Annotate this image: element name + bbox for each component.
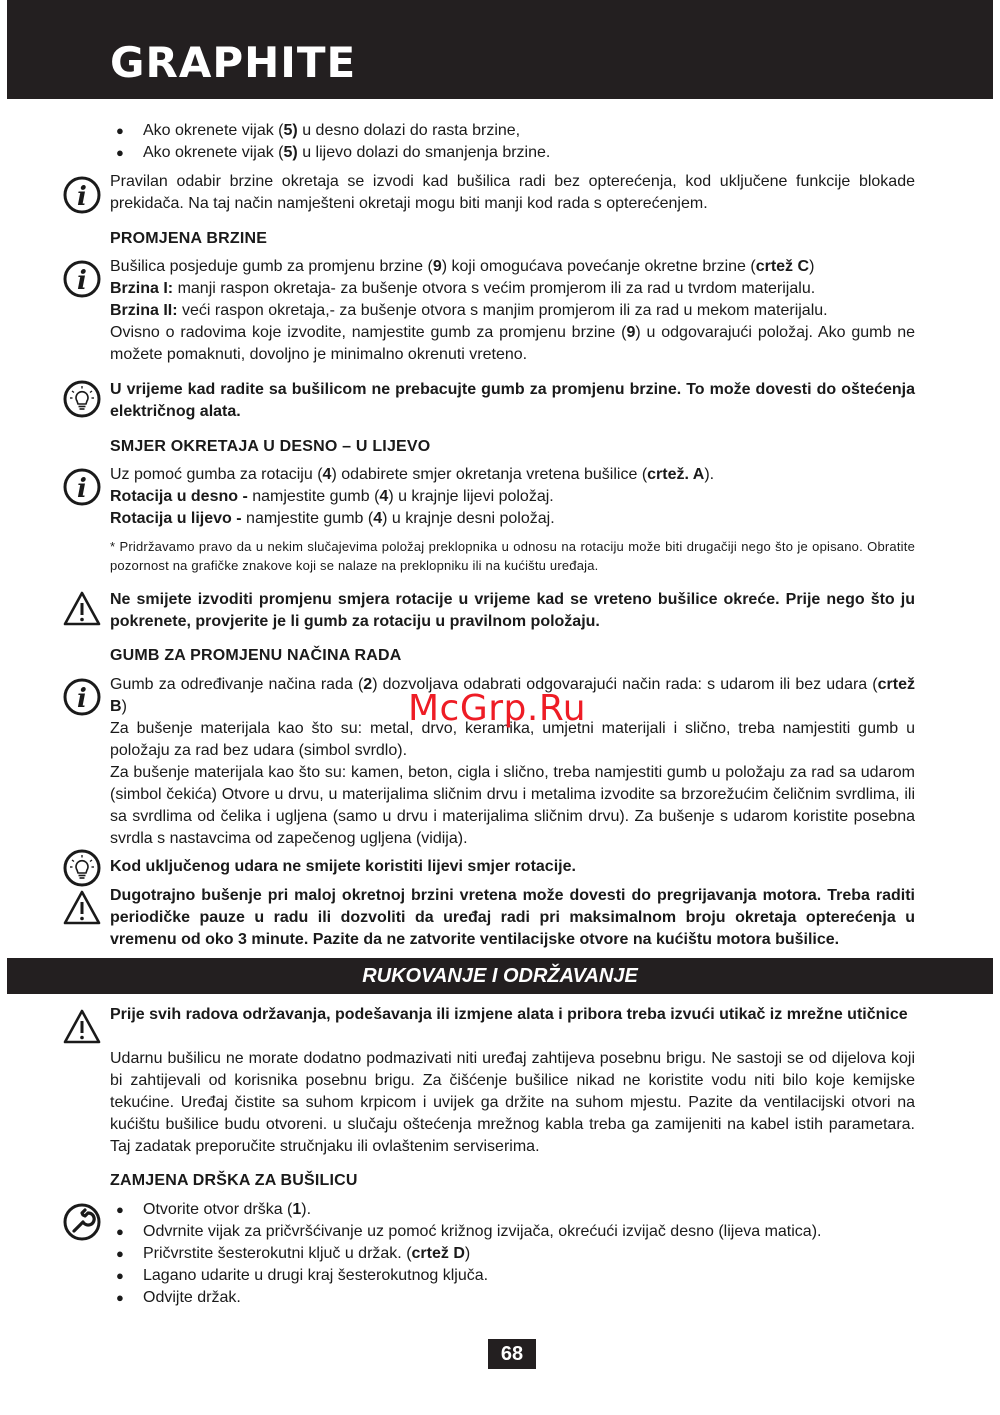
info-icon [62,259,102,299]
maintenance-warning: Prije svih radova održavanja, podešavanja ili izmjene alata i pribora treba izvući utikač iz mrežne utičnice [110,1006,908,1023]
svg-text:i: i [77,182,87,212]
section-heading: ZAMJENA DRŠKA ZA BUŠILICU [110,1172,358,1189]
direction-text: Uz pomoć gumba za rotaciju (4) odabirete smjer okretanja vretena bušilice (crtež. A). Rotacija u desno - namjestite gumb (4) u krajnje lijevi položaj. Rotacija u lijevo - namjestite gumb (4) u krajnje desni položaj. [110,466,715,527]
info-icon [62,467,102,507]
list-item: ● Otvorite otvor drška (1). [116,1201,312,1218]
list-item: ● Pričvrstite šesterokutni ključ u držak. (crtež D) [116,1245,471,1262]
info-speed-selection: Pravilan odabir brzine okretaja se izvodi kad bušilica radi bez opterećenja, kod uključene funkcije blokade prekidača. Na taj način namješteni okretaji mogu biti manji kod rada s opterećenjem. [110,173,915,212]
section-title-bar: RUKOVANJE I ODRŽAVANJE [7,958,993,994]
list-item: ● Ako okrenete vijak (5) u lijevo dolazi do smanjenja brzine. [116,144,551,161]
list-item: ● Lagano udarite u drugi kraj šesterokutnog ključa. [116,1267,489,1284]
warning-icon [62,1007,102,1047]
info-icon [62,677,102,717]
watermark: McGrp.Ru [408,688,587,729]
svg-text:i: i [77,266,87,296]
warning-icon [62,888,102,928]
list-item: ● Ako okrenete vijak (5) u desno dolazi do rasta brzine, [116,122,521,139]
page-number: 68 [488,1339,536,1369]
lightbulb-icon [62,379,102,419]
warning-direction: Ne smijete izvoditi promjenu smjera rotacije u vrijeme kad se vreteno bušilice okreće. Prije nego što ju pokrenete, provjerite je li gumb za rotaciju u pravilnom položaju. [110,591,915,630]
tip-impact: Kod uključenog udara ne smijete koristiti lijevi smjer rotacije. [110,858,576,875]
wrench-icon [62,1202,102,1242]
maintenance-text: Udarnu bušilicu ne morate dodatno podmazivati niti uređaj zahtijeva posebnu brigu. Ne sastoji se od dijelova koji bi zahtijevali od korisnika posebnu brigu. Za čišćenje bušilice nikad ne koristite vodu niti bilo koje kemijske tekućine. Uređaj čistite sa suhom krpicom i uvijek ga držite na suhom mjestu. Pazite da ventilacijski otvori na kućištu bušilice budu otvoreni. u slučaju oštećenja mrežnog kabla treba ga zamijeniti na kabel istih parametara. Taj zadatak preporučite stručnjaku ili ovlaštenim serviserima. [110,1050,915,1155]
section-heading: PROMJENA BRZINE [110,230,268,247]
direction-note: * Pridržavamo pravo da u nekim slučajevima položaj preklopnika u odnosu na rotaciju može biti drugačiji nego što je opisano. Obratite pozornost na grafičke znakove koji se nalaze na preklopniku ili na kućištu uređaja. [110,539,915,573]
list-item: ● Odvijte držak. [116,1289,241,1306]
lightbulb-icon [62,848,102,888]
list-item: ● Odvrnite vijak za pričvršćivanje uz pomoć križnog izvijača, okrećući izvijač desno (lijeva matica). [116,1223,822,1240]
info-icon [62,175,102,215]
svg-text:i: i [77,684,87,714]
svg-text:i: i [77,474,87,504]
brand-logo: GRAPHITE [110,38,357,87]
section-heading: GUMB ZA PROMJENU NAČINA RADA [110,647,402,664]
section-heading: SMJER OKRETAJA U DESNO – U LIJEVO [110,438,431,455]
mode-text: Gumb za određivanje načina rada (2) dozvoljava odabrati odgovarajući način rada: s udarom ili bez udara (crtež B) Za bušenje materijala kao što su: metal, drvo, keramika, umjetni materijali i slično, treba namjestiti gumb u položaju za rad bez udara (simbol svrdlo). Za bušenje materijala kao što su: kamen, beton, cigla i slično, treba namjestiti gumb u položaju za rad sa udarom (simbol čekića) Otvore u drvu, u materijalima sličnim drvu i metalima izvodite sa brzorežućim čeličnim svrdlima, ili sa svrdlima od čelika i ugljena (samo u drvu i materijalima sličnim drvu). Za bušenje s udarom koristite posebna svrdla s nastavcima od zapečenog ugljena (vidija). [110,676,915,847]
speed-change-text: Bušilica posjeduje gumb za promjenu brzine (9) koji omogućava povećanje okretne brzine (crtež C) Brzina I: manji raspon okretaja- za bušenje otvora s većim promjerom ili za rad u tvrdom materijalu. Brzina II: veći raspon okretaja,- za bušenje otvora s manjim promjerom ili za rad u mekom materijalu. Ovisno o radovima koje izvodite, namjestite gumb za promjenu brzine (9) u odgovarajući položaj. Ako gumb ne možete pomaknuti, dovoljno je minimalno okrenuti vreteno. [110,258,916,363]
warning-icon [62,589,102,629]
tip-speed: U vrijeme kad radite sa bušilicom ne prebacujte gumb za promjenu brzine. To može dovesti do oštećenja električnog alata. [110,381,915,420]
warning-overheat: Dugotrajno bušenje pri maloj okretnoj brzini vretena može dovesti do pregrijavanja motora. Treba raditi periodičke pauze u radu ili dozvoliti da uređaj radi pri maksimalnom broju okretaja opterećenja u vremenu od oko 3 minute. Pazite da ne zatvorite ventilacijske otvore na kućištu motora bušilice. [110,887,915,948]
